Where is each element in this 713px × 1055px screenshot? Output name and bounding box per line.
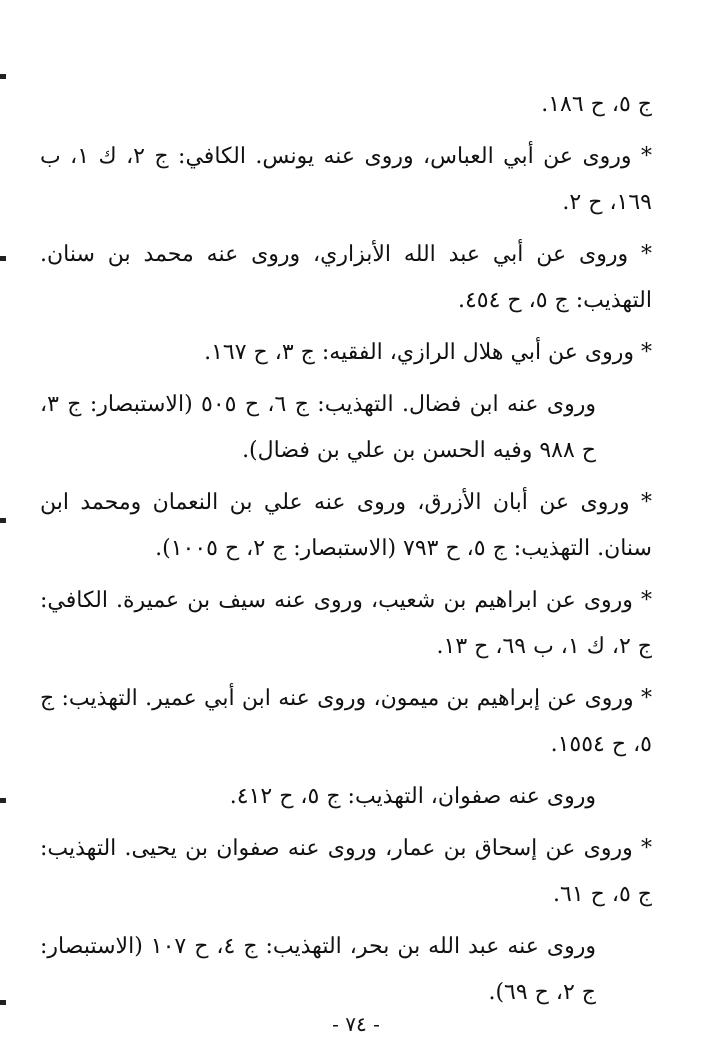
page-text bbox=[40, 82, 652, 1016]
margin-mark bbox=[0, 74, 6, 79]
paragraph-continuation: ج ٥، ح ١٨٦. bbox=[541, 92, 652, 117]
margin-mark bbox=[0, 798, 6, 803]
paragraph-entry: * وروى عن أبي العباس، وروى عنه يونس. الكافي: ج ٢، ك ١، ب ١٦٩، ح ٢. bbox=[40, 144, 652, 215]
paragraph-entry: * وروى عن ابراهيم بن شعيب، وروى عنه سيف بن عميرة. الكافي: ج ٢، ك ١، ب ٦٩، ح ١٣. bbox=[40, 588, 652, 659]
paragraph-entry: * وروى عن أبي عبد الله الأبزاري، وروى عنه محمد بن سنان. التهذيب: ج ٥، ح ٤٥٤. bbox=[40, 242, 652, 313]
paragraph-entry: وروى عنه عبد الله بن بحر، التهذيب: ج ٤، ح ١٠٧ (الاستبصار: ج ٢، ح ٦٩). bbox=[40, 934, 596, 1005]
paragraph-entry: * وروى عن إبراهيم بن ميمون، وروى عنه ابن أبي عمير. التهذيب: ج ٥، ح ١٥٥٤. bbox=[40, 686, 652, 757]
paragraph-entry: * وروى عن أبي هلال الرازي، الفقيه: ج ٣، ح ١٦٧. bbox=[204, 340, 652, 365]
paragraph-entry: * وروى عن أبان الأزرق، وروى عنه علي بن النعمان ومحمد ابن سنان. التهذيب: ج ٥، ح ٧٩٣ (الاستبصار: ج ٢، ح ١٠٠٥). bbox=[40, 490, 652, 561]
margin-mark bbox=[0, 518, 6, 523]
paragraph-entry: وروى عنه صفوان، التهذيب: ج ٥، ح ٤١٢. bbox=[229, 784, 596, 809]
margin-mark bbox=[0, 256, 6, 261]
page-number: - ٧٤ - bbox=[332, 1012, 380, 1036]
paragraph-entry: وروى عنه ابن فضال. التهذيب: ج ٦، ح ٥٠٥ (الاستبصار: ج ٣، ح ٩٨٨ وفيه الحسن بن علي بن فضال). bbox=[40, 392, 596, 463]
paragraph-entry: * وروى عن إسحاق بن عمار، وروى عنه صفوان بن يحيى. التهذيب: ج ٥، ح ٦١. bbox=[40, 836, 652, 907]
margin-mark bbox=[0, 1000, 6, 1005]
